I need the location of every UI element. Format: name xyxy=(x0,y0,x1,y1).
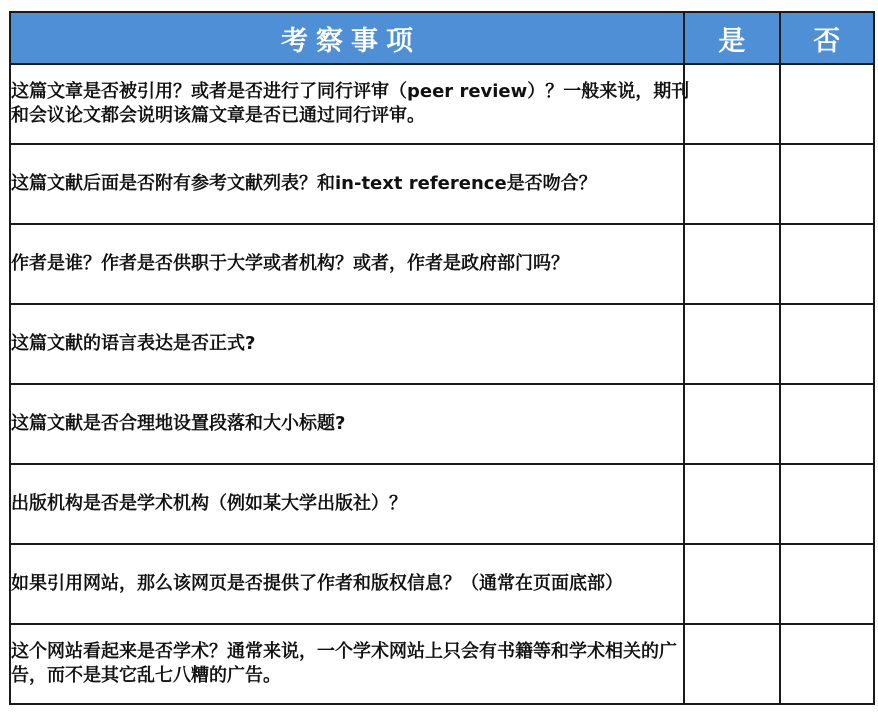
yes-checkbox-cell[interactable] xyxy=(684,384,779,464)
question-text: 这篇文献的语言表达是否正式? xyxy=(11,333,256,354)
table-row xyxy=(10,304,874,384)
checklist-table xyxy=(9,11,875,705)
no-checkbox-cell[interactable] xyxy=(780,544,874,624)
header-item: 考察事项 xyxy=(10,12,684,64)
no-checkbox-cell[interactable] xyxy=(780,144,874,224)
table-row xyxy=(10,144,874,224)
yes-checkbox-cell[interactable] xyxy=(684,64,779,144)
no-checkbox-cell[interactable] xyxy=(780,384,874,464)
question-text: 这个网站看起来是否学术？通常来说，一个学术网站上只会有书籍等和学术相关的广告，而不是其它乱七八糟的广告。 xyxy=(11,641,677,686)
question-text: 这篇文献后面是否附有参考文献列表？和in-text reference是否吻合？ xyxy=(11,173,597,194)
table-row xyxy=(10,464,874,544)
question-text: 这篇文章是否被引用？或者是否进行了同行评审（peer review）？一般来说，期刊和会议论文都会说明该篇文章是否已通过同行评审。 xyxy=(11,81,690,126)
no-checkbox-cell[interactable] xyxy=(780,224,874,304)
question-cell xyxy=(10,624,684,704)
question-text: 出版机构是否是学术机构（例如某大学出版社）？ xyxy=(11,493,407,514)
yes-checkbox-cell[interactable] xyxy=(684,224,779,304)
question-cell xyxy=(10,144,684,224)
question-cell xyxy=(10,544,684,624)
yes-checkbox-cell[interactable] xyxy=(684,544,779,624)
yes-checkbox-cell[interactable] xyxy=(684,304,779,384)
question-text: 作者是谁？作者是否供职于大学或者机构？或者，作者是政府部门吗？ xyxy=(11,253,569,274)
question-text: 这篇文献是否合理地设置段落和大小标题? xyxy=(11,413,346,434)
yes-checkbox-cell[interactable] xyxy=(684,624,779,704)
table-row xyxy=(10,544,874,624)
table-row xyxy=(10,64,874,144)
no-checkbox-cell[interactable] xyxy=(780,464,874,544)
yes-checkbox-cell[interactable] xyxy=(684,144,779,224)
no-checkbox-cell[interactable] xyxy=(780,64,874,144)
question-cell xyxy=(10,64,690,144)
question-text: 如果引用网站，那么该网页是否提供了作者和版权信息？（通常在页面底部） xyxy=(11,573,623,594)
question-cell xyxy=(10,224,684,304)
no-checkbox-cell[interactable] xyxy=(780,304,874,384)
question-cell xyxy=(10,464,684,544)
table-row xyxy=(10,624,874,704)
header-yes: 是 xyxy=(684,12,779,64)
no-checkbox-cell[interactable] xyxy=(780,624,874,704)
header-row xyxy=(10,12,874,64)
question-cell xyxy=(10,384,684,464)
table-row xyxy=(10,224,874,304)
header-no: 否 xyxy=(780,12,874,64)
question-cell xyxy=(10,304,684,384)
table-row xyxy=(10,384,874,464)
yes-checkbox-cell[interactable] xyxy=(684,464,779,544)
